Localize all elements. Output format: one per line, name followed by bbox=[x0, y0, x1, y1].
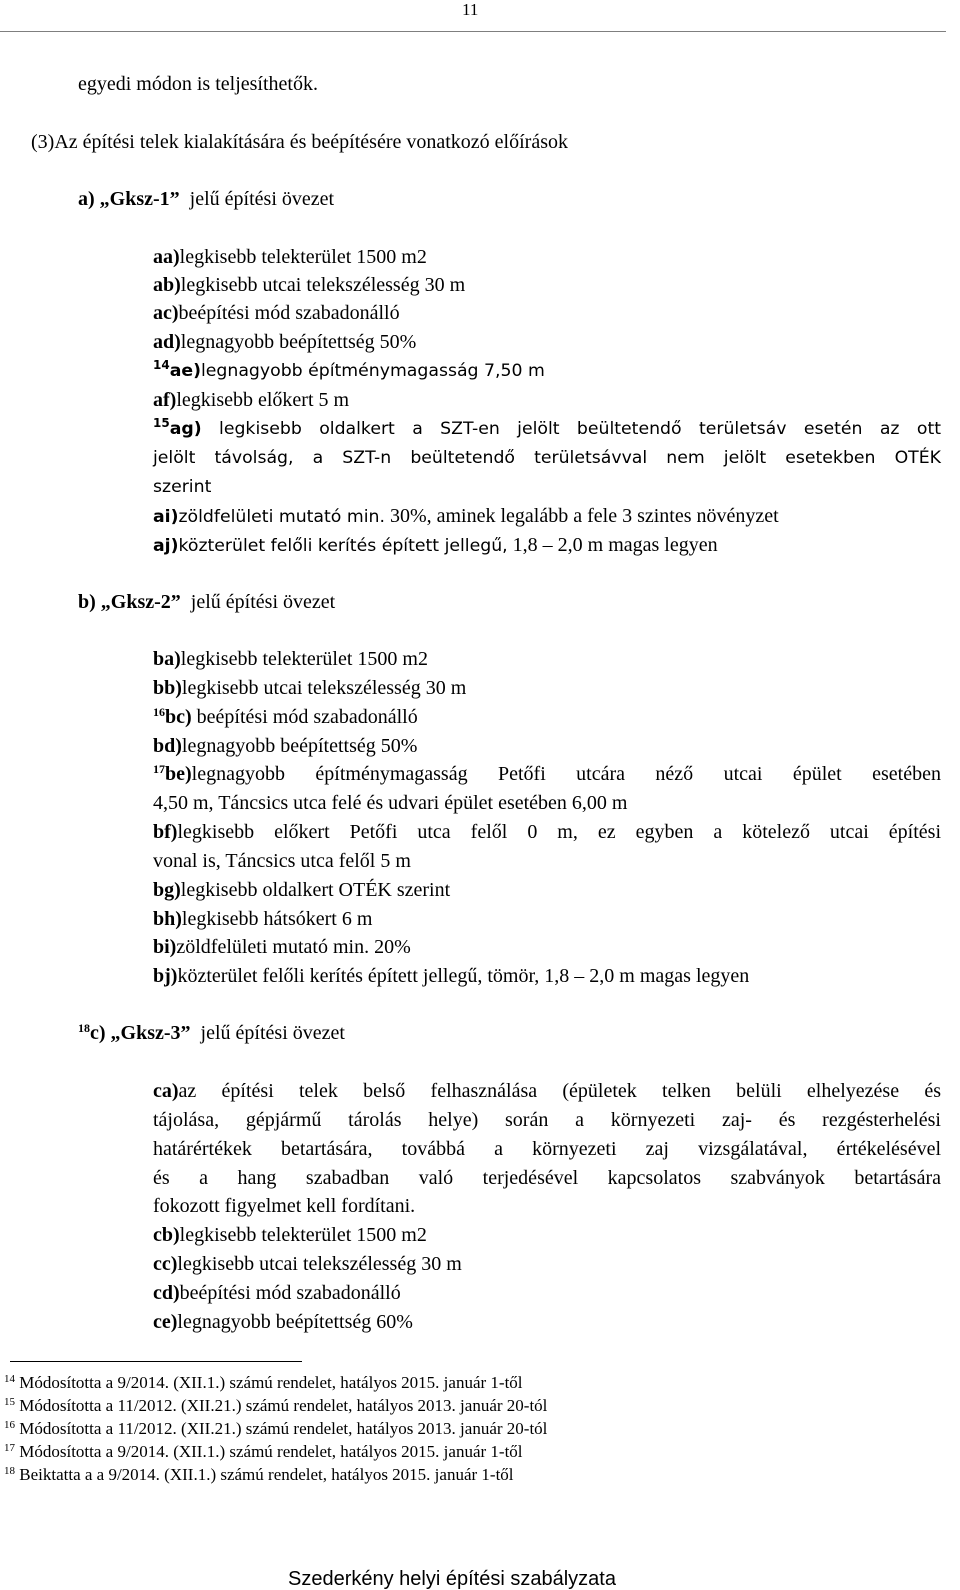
item-ce-label: ce) bbox=[153, 1311, 178, 1333]
zone-c-suffix: jelű építési övezet bbox=[200, 1022, 345, 1044]
item-ag-line-3 bbox=[153, 473, 941, 501]
item-cc-label: cc) bbox=[153, 1253, 178, 1275]
item-cd-label: cd) bbox=[153, 1282, 180, 1304]
item-bj bbox=[153, 962, 749, 990]
footnote-16-number: 16 bbox=[4, 1419, 15, 1431]
item-bf-line-1 bbox=[153, 818, 941, 846]
item-ag-label: ag) bbox=[169, 419, 202, 439]
item-bf-line-2 bbox=[153, 847, 941, 875]
item-ac-text: beépítési mód szabadonálló bbox=[178, 302, 400, 324]
item-bj-text: közterület felőli kerítés épített jellegű, tömör, 1,8 – 2,0 m magas legyen bbox=[177, 965, 750, 987]
item-ai-text-a: zöldfelületi mutató min. bbox=[178, 507, 385, 527]
item-ag-line-1 bbox=[153, 415, 941, 443]
item-be-text-1: legnagyobb építménymagasság Petőfi utcára néző utcai épület esetében bbox=[191, 763, 941, 785]
zone-a-letter: a) bbox=[78, 188, 95, 210]
footnote-ref-14[interactable]: 14 bbox=[153, 358, 170, 372]
item-ag-line-2 bbox=[153, 444, 941, 472]
item-ca-text-3: határértékek betartására, továbbá a környezeti zaj vizsgálatával, értékelésével bbox=[153, 1138, 941, 1160]
section-heading: (3)Az építési telek kialakítására és beépítésére vonatkozó előírások bbox=[31, 131, 568, 153]
item-bh bbox=[153, 905, 372, 933]
item-aj-label: aj) bbox=[153, 536, 179, 556]
footnote-18-text: Beiktatta a a 9/2014. (XII.1.) számú rendelet, hatályos 2015. január 1-től bbox=[19, 1465, 514, 1484]
item-ag-text-2: jelölt távolság, a SZT-n beültetendő területsávval nem jelölt esetekben OTÉK bbox=[153, 448, 941, 468]
zone-a-name: „Gksz-1” bbox=[99, 188, 180, 210]
item-bf-text-1: legkisebb előkert Petőfi utca felől 0 m, ez egyben a kötelező utcai építési bbox=[177, 821, 941, 843]
footnote-separator bbox=[10, 1361, 302, 1362]
item-bi-text: zöldfelületi mutató min. 20% bbox=[176, 936, 411, 958]
zone-b-name: „Gksz-2” bbox=[100, 591, 181, 613]
item-aa-label: aa) bbox=[153, 246, 180, 268]
item-ac-label: ac) bbox=[153, 302, 179, 324]
item-be-label: be) bbox=[165, 763, 192, 785]
item-ae-label: ae) bbox=[169, 361, 201, 381]
zone-b-suffix: jelű építési övezet bbox=[190, 591, 336, 613]
item-bf-label: bf) bbox=[153, 821, 178, 843]
item-aa bbox=[153, 243, 427, 271]
item-ad bbox=[153, 328, 416, 356]
page-number: 11 bbox=[462, 0, 479, 19]
footnote-15 bbox=[4, 1395, 547, 1417]
item-ab bbox=[153, 271, 465, 299]
item-bd bbox=[153, 732, 417, 760]
item-bh-label: bh) bbox=[153, 908, 182, 930]
page-footer: Szederkény helyi építési szabályzata bbox=[288, 1568, 616, 1590]
footnote-17-text: Módosította a 9/2014. (XII.1.) számú rendelet, hatályos 2015. január 1-től bbox=[19, 1442, 523, 1461]
item-bc bbox=[153, 703, 418, 731]
item-bj-label: bj) bbox=[153, 965, 178, 987]
item-ba-text: legkisebb telekterület 1500 m2 bbox=[180, 648, 428, 670]
item-ab-label: ab) bbox=[153, 274, 181, 296]
item-cb bbox=[153, 1221, 427, 1249]
footnote-15-number: 15 bbox=[4, 1396, 15, 1408]
header-rule bbox=[0, 31, 946, 32]
item-aj-text-b: 1,8 – 2,0 m magas legyen bbox=[512, 534, 718, 556]
item-ag-text-1: legkisebb oldalkert a SZT-en jelölt beültetendő területsáv esetén az ott bbox=[219, 419, 942, 439]
footnote-16 bbox=[4, 1418, 547, 1440]
footnote-18-number: 18 bbox=[4, 1465, 15, 1477]
item-bi bbox=[153, 933, 411, 961]
item-cc bbox=[153, 1250, 462, 1278]
item-ca-line-4 bbox=[153, 1164, 941, 1192]
footnote-18 bbox=[4, 1464, 514, 1486]
footnote-17-number: 17 bbox=[4, 1442, 15, 1454]
zone-c-name: „Gksz-3” bbox=[110, 1022, 191, 1044]
item-af bbox=[153, 386, 349, 414]
item-ce-text: legnagyobb beépítettség 60% bbox=[177, 1311, 413, 1333]
footnote-15-text: Módosította a 11/2012. (XII.21.) számú rendelet, hatályos 2013. január 20-tól bbox=[19, 1396, 548, 1415]
zone-b-letter: b) bbox=[78, 591, 96, 613]
zone-a-heading bbox=[78, 185, 334, 213]
item-ce bbox=[153, 1308, 413, 1336]
item-ca-line-2 bbox=[153, 1106, 941, 1134]
item-ca-text-2: tájolása, gépjármű tárolás helye) során a környezeti zaj- és rezgésterhelési bbox=[153, 1109, 941, 1131]
item-ca-text-5: fokozott figyelmet kell fordítani. bbox=[153, 1195, 416, 1217]
item-ca-line-1 bbox=[153, 1077, 941, 1105]
footnote-ref-17[interactable]: 17 bbox=[153, 762, 165, 776]
item-ca-text-4: és a hang szabadban való terjedésével kapcsolatos szabványok betartására bbox=[153, 1167, 941, 1189]
intro-text: egyedi módon is teljesíthetők. bbox=[78, 73, 318, 95]
item-bb bbox=[153, 674, 466, 702]
item-bb-text: legkisebb utcai telekszélesség 30 m bbox=[181, 677, 467, 699]
item-cb-label: cb) bbox=[153, 1224, 180, 1246]
footnote-ref-18[interactable]: 18 bbox=[78, 1021, 90, 1035]
item-bg-label: bg) bbox=[153, 879, 181, 901]
item-be-line-2 bbox=[153, 789, 941, 817]
item-ba bbox=[153, 645, 428, 673]
item-ca-label: ca) bbox=[153, 1080, 179, 1102]
item-ae-text: legnagyobb építménymagasság 7,50 m bbox=[200, 361, 545, 381]
item-aj bbox=[153, 531, 718, 560]
item-ac bbox=[153, 299, 400, 327]
item-ca-text-1: az építési telek belső felhasználása (épületek telken belüli elhelyezése és bbox=[178, 1080, 941, 1102]
item-bd-label: bd) bbox=[153, 735, 182, 757]
zone-c-letter: c) bbox=[90, 1022, 106, 1044]
item-ai bbox=[153, 502, 779, 531]
item-ba-label: ba) bbox=[153, 648, 181, 670]
footnote-16-text: Módosította a 11/2012. (XII.21.) számú rendelet, hatályos 2013. január 20-tól bbox=[19, 1419, 548, 1438]
zone-b-heading bbox=[78, 588, 335, 616]
item-be-line-1 bbox=[153, 760, 941, 788]
item-bb-label: bb) bbox=[153, 677, 182, 699]
item-ca-line-5 bbox=[153, 1192, 941, 1220]
footnote-17 bbox=[4, 1441, 523, 1463]
item-ae bbox=[153, 357, 545, 385]
item-ai-text-b: 30%, aminek legalább a fele 3 szintes növényzet bbox=[389, 505, 779, 527]
footnote-ref-16[interactable]: 16 bbox=[153, 705, 165, 719]
zone-a-suffix: jelű építési övezet bbox=[189, 188, 335, 210]
item-cd-text: beépítési mód szabadonálló bbox=[179, 1282, 401, 1304]
item-af-label: af) bbox=[153, 389, 177, 411]
item-bc-label: bc) bbox=[165, 706, 192, 728]
item-bd-text: legnagyobb beépítettség 50% bbox=[181, 735, 418, 757]
item-cb-text: legkisebb telekterület 1500 m2 bbox=[179, 1224, 427, 1246]
footnote-14-number: 14 bbox=[4, 1373, 15, 1385]
item-ag-text-3: szerint bbox=[153, 477, 212, 497]
item-af-text: legkisebb előkert 5 m bbox=[176, 389, 350, 411]
item-cc-text: legkisebb utcai telekszélesség 30 m bbox=[177, 1253, 462, 1275]
item-ab-text: legkisebb utcai telekszélesség 30 m bbox=[180, 274, 466, 296]
item-bi-label: bi) bbox=[153, 936, 177, 958]
item-ai-label: ai) bbox=[153, 507, 179, 527]
item-ad-label: ad) bbox=[153, 331, 181, 353]
item-be-text-2: 4,50 m, Táncsics utca felé és udvari épület esetében 6,00 m bbox=[153, 792, 628, 814]
footnote-ref-15[interactable]: 15 bbox=[153, 416, 170, 430]
footnote-14-text: Módosította a 9/2014. (XII.1.) számú rendelet, hatályos 2015. január 1-től bbox=[19, 1373, 523, 1392]
item-bg bbox=[153, 876, 450, 904]
item-bg-text: legkisebb oldalkert OTÉK szerint bbox=[180, 879, 451, 901]
item-aa-text: legkisebb telekterület 1500 m2 bbox=[179, 246, 427, 268]
item-bh-text: legkisebb hátsókert 6 m bbox=[181, 908, 373, 930]
item-cd bbox=[153, 1279, 401, 1307]
zone-c-heading bbox=[78, 1019, 345, 1047]
item-ad-text: legnagyobb beépítettség 50% bbox=[180, 331, 417, 353]
item-bf-text-2: vonal is, Táncsics utca felől 5 m bbox=[153, 850, 411, 872]
item-aj-text-a: közterület felőli kerítés épített jellegű, bbox=[178, 536, 508, 556]
item-bc-text: beépítési mód szabadonálló bbox=[196, 706, 418, 728]
item-ca-line-3 bbox=[153, 1135, 941, 1163]
footnote-14 bbox=[4, 1372, 523, 1394]
